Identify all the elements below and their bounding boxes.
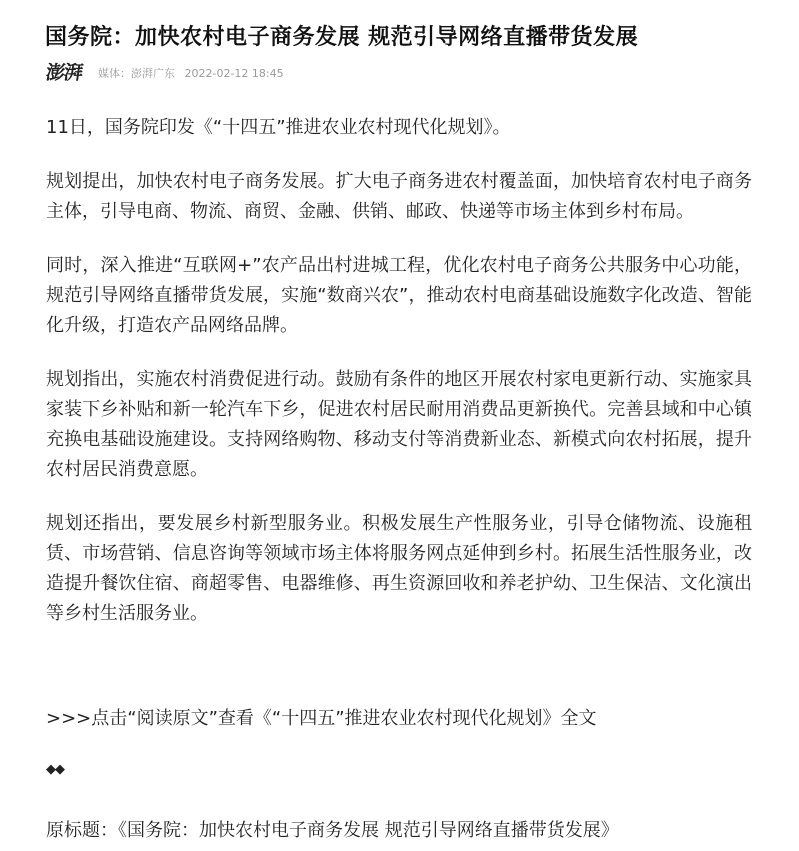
paragraph: 11日，国务院印发《“十四五”推进农业农村现代化规划》。 (46, 117, 511, 138)
separator-diamonds: ◆◆ (46, 762, 64, 777)
paragraph: 规划提出，加快农村电子商务发展。扩大电子商务进农村覆盖面，加快培育农村电子商务主体，引导电商、物流、商贸、金融、供销、邮政、快递等市场主体到乡村布局。 (46, 171, 752, 222)
meta-info (98, 65, 284, 81)
article-title: 国务院：加快农村电子商务发展 规范引导网络直播带货发展 (45, 25, 639, 50)
paragraph: 规划指出，实施农村消费促进行动。鼓励有条件的地区开展农村家电更新行动、实施家具家装下乡补贴和新一轮汽车下乡，促进农村居民耐用消费品更新换代。完善县域和中心镇充换电基础设施建设。支持网络购物、移动支付等消费新业态、新模式向农村拓展，提升农村居民消费意愿。 (46, 369, 752, 480)
media-logo[interactable]: 澎湃 (44, 62, 84, 84)
media-label: 媒体：澎湃广东 (98, 67, 175, 80)
paragraph: 规划还指出，要发展乡村新型服务业。积极发展生产性服务业，引导仓储物流、设施租赁、市场营销、信息咨询等领域市场主体将服务网点延伸到乡村。拓展生活性服务业，改造提升餐饮住宿、商超零售、电器维修、再生资源回收和养老护幼、卫生保洁、文化演出等乡村生活服务业。 (46, 513, 752, 624)
publish-date: 2022-02-12 18:45 (184, 67, 284, 80)
read-original-link[interactable]: >>>点击“阅读原文”查看《“十四五”推进农业农村现代化规划》全文 (46, 708, 597, 729)
article-meta (46, 60, 284, 86)
paragraph: 同时，深入推进“互联网+”农产品出村进城工程，优化农村电子商务公共服务中心功能，规范引导网络直播带货发展，实施“数商兴农”，推动农村电商基础设施数字化改造、智能化升级，打造农产品网络品牌。 (46, 255, 752, 336)
article-body (46, 113, 752, 653)
original-title: 原标题：《国务院：加快农村电子商务发展 规范引导网络直播带货发展》 (46, 820, 619, 841)
